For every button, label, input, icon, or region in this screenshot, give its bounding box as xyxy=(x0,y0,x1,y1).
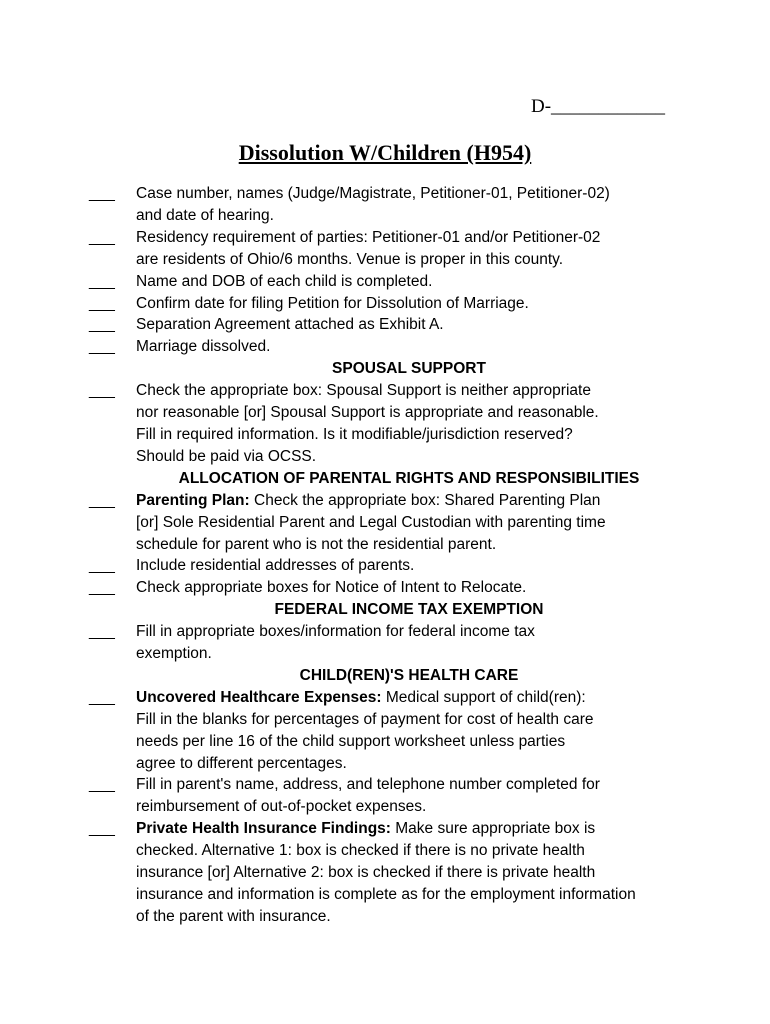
check-blank[interactable]: ___ xyxy=(89,382,115,400)
item-text: Should be paid via OCSS. xyxy=(136,447,317,465)
check-blank[interactable]: ___ xyxy=(89,688,115,706)
check-blank[interactable]: ___ xyxy=(89,579,115,597)
item-text: Confirm date for filing Petition for Dissolution of Marriage. xyxy=(136,294,529,312)
list-item xyxy=(89,183,729,227)
item-text: Check appropriate boxes for Notice of Intent to Relocate. xyxy=(136,579,527,597)
list-item xyxy=(89,490,729,556)
check-blank[interactable]: ___ xyxy=(89,294,115,312)
item-bold-label: Private Health Insurance Findings: xyxy=(136,820,391,838)
list-item xyxy=(89,621,729,665)
section-heading-federal-tax: FEDERAL INCOME TAX EXEMPTION xyxy=(274,601,544,619)
list-item xyxy=(89,577,729,599)
item-text: schedule for parent who is not the residential parent. xyxy=(136,535,497,553)
item-text: insurance and information is complete as for the employment information xyxy=(136,886,636,903)
item-text: Fill in parent's name, address, and telephone number completed for xyxy=(136,776,600,794)
item-text: and date of hearing. xyxy=(136,206,274,224)
list-item xyxy=(89,314,729,336)
check-blank[interactable]: ___ xyxy=(89,557,115,575)
list-item xyxy=(89,774,729,818)
list-item xyxy=(89,380,729,468)
list-item xyxy=(89,227,729,271)
item-text: Fill in appropriate boxes/information for federal income tax xyxy=(136,623,535,641)
item-text: [or] Sole Residential Parent and Legal Custodian with parenting time xyxy=(136,513,606,531)
check-blank[interactable]: ___ xyxy=(89,338,115,356)
item-text: checked. Alternative 1: box is checked if there is no private health xyxy=(136,842,585,860)
item-text: Marriage dissolved. xyxy=(136,338,271,356)
item-text: Case number, names (Judge/Magistrate, Petitioner-01, Petitioner-02) xyxy=(136,185,610,202)
list-item xyxy=(89,336,729,358)
checklist xyxy=(89,183,729,928)
item-text: nor reasonable [or] Spousal Support is appropriate and reasonable. xyxy=(136,404,599,422)
item-bold-label: Uncovered Healthcare Expenses: xyxy=(136,688,382,706)
section-heading-health-care: CHILD(REN)'S HEALTH CARE xyxy=(299,666,519,684)
item-bold-label: Parenting Plan: xyxy=(136,491,250,509)
item-text: insurance [or] Alternative 2: box is checked if there is private health xyxy=(136,864,596,882)
list-item xyxy=(89,555,729,577)
item-text: needs per line 16 of the child support worksheet unless parties xyxy=(136,732,566,750)
item-text: Fill in required information. Is it modifiable/jurisdiction reserved? xyxy=(136,425,573,443)
item-text: Residency requirement of parties: Petitioner-01 and/or Petitioner-02 xyxy=(136,228,601,246)
item-text: Medical support of child(ren): xyxy=(385,688,586,706)
item-text: Check the appropriate box: Shared Parenting Plan xyxy=(254,491,601,509)
item-text: reimbursement of out-of-pocket expenses. xyxy=(136,798,427,816)
item-text: are residents of Ohio/6 months. Venue is proper in this county. xyxy=(136,250,564,268)
check-blank[interactable]: ___ xyxy=(89,272,115,290)
case-number-field[interactable]: D-____________ xyxy=(531,96,666,117)
check-blank[interactable]: ___ xyxy=(89,820,115,838)
section-heading-parental-rights: ALLOCATION OF PARENTAL RIGHTS AND RESPONSIBILITIES xyxy=(178,469,640,487)
list-item xyxy=(89,271,729,293)
list-item xyxy=(89,687,729,775)
item-text: agree to different percentages. xyxy=(136,754,347,772)
check-blank[interactable]: ___ xyxy=(89,228,115,246)
check-blank[interactable]: ___ xyxy=(89,491,115,509)
item-text: exemption. xyxy=(136,645,212,663)
check-blank[interactable]: ___ xyxy=(89,185,115,202)
check-blank[interactable]: ___ xyxy=(89,776,115,794)
check-blank[interactable]: ___ xyxy=(89,316,115,334)
item-text: Name and DOB of each child is completed. xyxy=(136,272,433,290)
list-item xyxy=(89,818,729,928)
list-item xyxy=(89,293,729,315)
item-text: Include residential addresses of parents. xyxy=(136,557,415,575)
page-title: Dissolution W/Children (H954) xyxy=(238,140,532,165)
item-text: Make sure appropriate box is xyxy=(395,820,596,838)
item-text: Check the appropriate box: Spousal Support is neither appropriate xyxy=(136,382,591,400)
item-text: Fill in the blanks for percentages of payment for cost of health care xyxy=(136,710,594,728)
item-text: of the parent with insurance. xyxy=(136,907,331,925)
check-blank[interactable]: ___ xyxy=(89,623,115,641)
section-heading-spousal-support: SPOUSAL SUPPORT xyxy=(332,360,486,378)
item-text: Separation Agreement attached as Exhibit A. xyxy=(136,316,444,334)
